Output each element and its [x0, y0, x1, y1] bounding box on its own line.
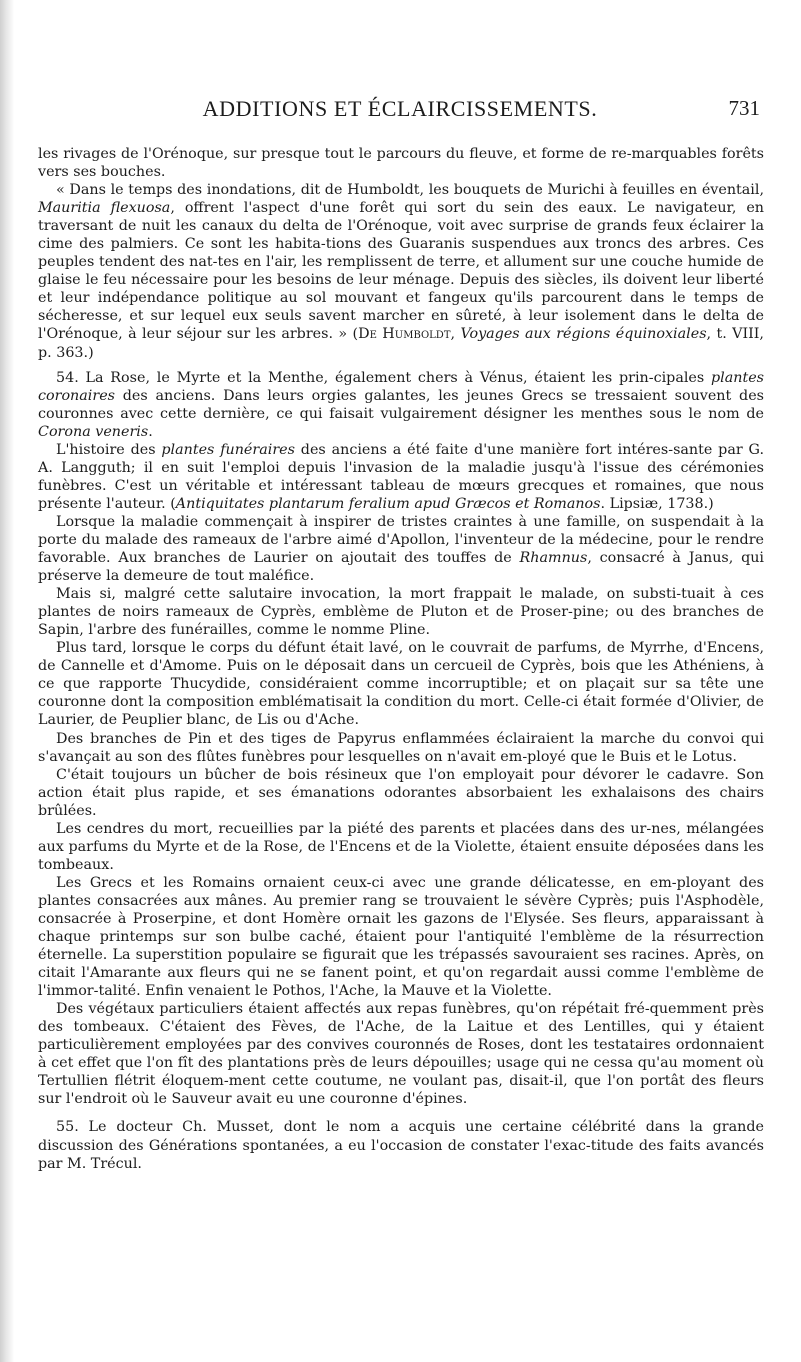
paragraph: les rivages de l'Orénoque, sur presque tout le parcours du fleuve, et forme de re-marquables forêts vers ses bouches.	[38, 146, 764, 181]
paragraph: C'était toujours un bûcher de bois résineux que l'on employait pour dévorer le cadavre. Son action était plus rapide, et ses émanations odorantes absorbaient les exhalaisons des chairs brûlées.	[38, 766, 764, 819]
paragraph: L'histoire des plantes funéraires des anciens a été faite d'une manière fort intéres-sante par G. A. Langguth; il en suit l'emploi depuis l'invasion de la maladie jusqu'à l'issue des cérémonies funèbres. C'est un véritable et intéressant tableau de mœurs grecques et romaines, que nous présente l'auteur. (Antiquitates plantarum feralium apud Græcos et Romanos. Lipsiæ, 1738.)	[38, 441, 764, 512]
book-title: Antiquitates plantarum feralium apud Græcos et Romanos	[175, 495, 601, 512]
paragraph: Les cendres du mort, recueillies par la piété des parents et placées dans des ur-nes, mélangées aux parfums du Myrte et de la Rose, de l'Encens et de la Violette, étaient ensuite déposées dans les tombeaux.	[38, 820, 764, 873]
latin-name: Rhamnus	[519, 550, 588, 567]
page-binding-shadow	[0, 0, 14, 1362]
page-header	[40, 96, 760, 126]
note-54: 54. La Rose, le Myrte et la Menthe, également chers à Vénus, étaient les prin-cipales plantes coronaires des anciens. Dans leurs orgies galantes, les jeunes Grecs se tressaient souvent des couronnes avec cette dernière, ce qui faisait vulgairement désigner les menthes sous le nom de Corona veneris.	[38, 369, 764, 440]
latin-name: Corona veneris	[38, 423, 149, 440]
page-number: 731	[728, 96, 760, 120]
running-title: ADDITIONS ET ÉCLAIRCISSEMENTS.	[202, 96, 598, 121]
book-title: Voyages aux régions équinoxiales	[460, 326, 707, 343]
paragraph: Mais si, malgré cette salutaire invocation, la mort frappait le malade, on substi-tuait à ces plantes de noirs rameaux de Cyprès, emblème de Pluton et de Proser-pine; ou des branches de Sapin, l'arbre des funérailles, comme le nomme Pline.	[38, 586, 764, 639]
paragraph: Lorsque la maladie commençait à inspirer de tristes craintes à une famille, on suspendait à la porte du malade des rameaux de l'arbre aimé d'Apollon, l'inventeur de la médecine, pour le rendre favorable. Aux branches de Laurier on ajoutait des touffes de Rhamnus, consacré à Janus, qui préserve la demeure de tout maléfice.	[38, 513, 765, 585]
paragraph: « Dans le temps des inondations, dit de Humboldt, les bouquets de Murichi à feuilles en éventail, Mauritia flexuosa, offrent l'aspect d'une forêt qui sort du sein des eaux. Le navigateur, en traversant de nuit les canaux du delta de l'Orénoque, voit avec surprise de grands feux éclairer la cime des palmiers. Ce sont les habita-tions des Guaranis suspendues aux troncs des arbres. Ces peuples tendent des nat-tes en l'air, les remplissent de terre, et allument sur une couche humide de glaise le feu nécessaire pour les besoins de leur ménage. Depuis des siècles, ils doivent leur liberté et leur indépendance politique au sol mouvant et fangeux qu'ils parcourent dans le temps de sécheresse, et sur lequel eux seuls savent marcher en sûreté, à leur isolement dans le delta de l'Orénoque, à leur séjour sur les arbres. » (De Humboldt, Voyages aux régions équinoxiales, t. VIII, p. 363.)	[38, 182, 764, 361]
paragraph: Des végétaux particuliers étaient affectés aux repas funèbres, qu'on répétait fré-quemment près des tombeaux. C'étaient des Fèves, de l'Ache, de la Laitue et des Lentilles, qui y étaient particulièrement employées par des convives couronnés de Roses, dont les testataires ordonnaient à cet effet que l'on fît des plantations près de leurs dépouilles; usage qui ne cessa qu'au moment où Tertullien flétrit éloquem-ment cette coutume, ne voulant pas, disait-il, que l'on portât des fleurs sur l'endroit où le Sauveur avait eu une couronne d'épines.	[38, 1001, 764, 1108]
author-name: De Humboldt	[358, 326, 451, 343]
paragraph: Des branches de Pin et des tiges de Papyrus enflammées éclairaient la marche du convoi qui s'avançait au son des flûtes funèbres pour lesquelles on n'avait em-ployé que le Buis et le Lotus.	[38, 730, 764, 765]
body-text	[38, 145, 764, 1173]
note-55: 55. Le docteur Ch. Musset, dont le nom a acquis une certaine célébrité dans la grande discussion des Générations spontanées, a eu l'occasion de constater l'exac-titude des faits avancés par M. Trécul.	[38, 1119, 764, 1172]
paragraph: Plus tard, lorsque le corps du défunt était lavé, on le couvrait de parfums, de Myrrhe, d'Encens, de Cannelle et d'Amome. Puis on le déposait dans un cercueil de Cyprès, bois que les Athéniens, à ce que rapporte Thucydide, considéraient comme incorruptible; et on plaçait sur sa tête une couronne dont la composition emblématisait la condition du mort. Celle-ci était formée d'Olivier, de Laurier, de Peuplier blanc, de Lis ou d'Ache.	[38, 640, 764, 729]
paragraph: Les Grecs et les Romains ornaient ceux-ci avec une grande délicatesse, en em-ployant des plantes consacrées aux mânes. Au premier rang se trouvaient le sévère Cyprès; puis l'Asphodèle, consacrée à Proserpine, et dont Homère ornait les gazons de l'Elysée. Ses fleurs, apparaissant à chaque printemps sur son bulbe caché, étaient pour l'antiquité l'emblème de la résurrection éternelle. La superstition populaire se figurait que les trépassés savouraient ses racines. Après, on citait l'Amarante aux fleurs qui ne se fanent point, et qu'on regardait aussi comme l'emblème de l'immor-talité. Enfin venaient le Pothos, l'Ache, la Mauve et la Violette.	[38, 874, 764, 1000]
latin-name: Mauritia flexuosa	[38, 200, 171, 217]
